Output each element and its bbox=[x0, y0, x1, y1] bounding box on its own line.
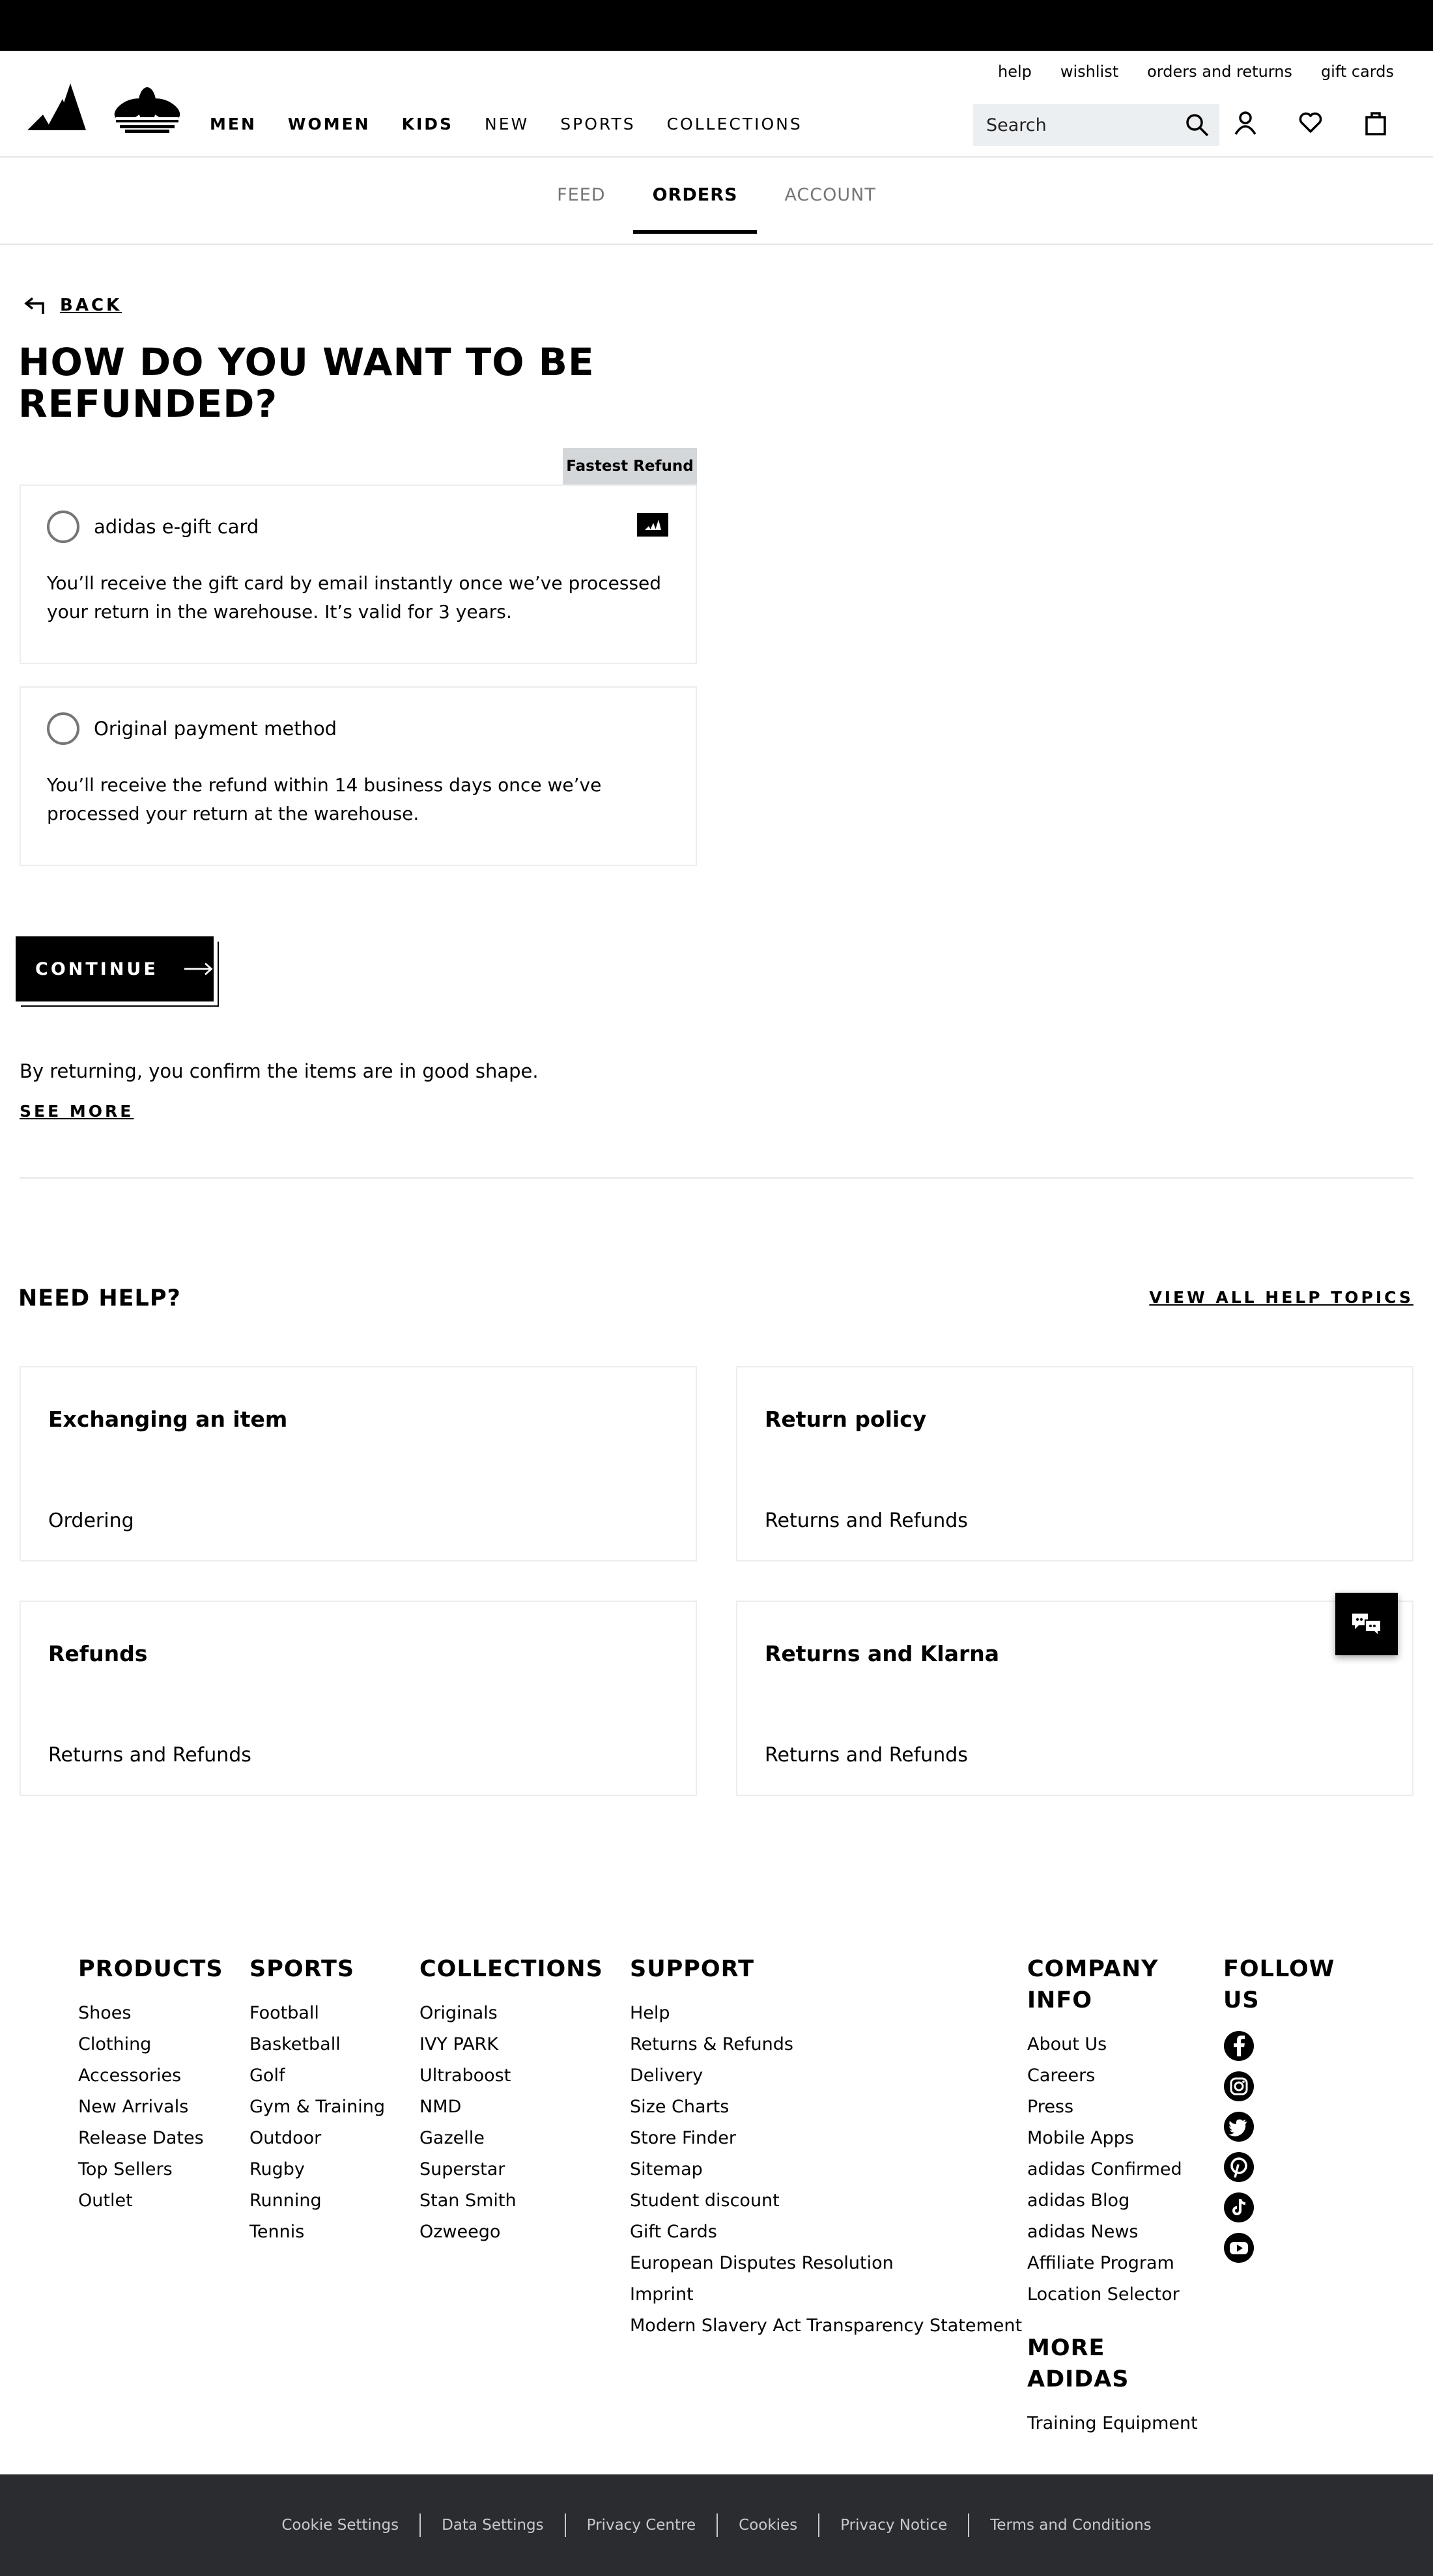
footer-col-collections bbox=[419, 1953, 603, 2248]
adidas-logo[interactable] bbox=[26, 81, 180, 134]
footer-heading: COLLECTIONS bbox=[419, 1956, 603, 1982]
nav-men[interactable]: MEN bbox=[210, 115, 257, 133]
account-tabs bbox=[0, 185, 1433, 234]
footer-link[interactable]: Football bbox=[249, 2003, 319, 2023]
footer-link[interactable]: Gift Cards bbox=[630, 2222, 717, 2242]
help-card-title: Exchanging an item bbox=[48, 1407, 288, 1432]
footer-heading: SPORTS bbox=[249, 1956, 355, 1982]
help-card[interactable] bbox=[736, 1366, 1413, 1561]
footer-heading: PRODUCTS bbox=[78, 1956, 223, 1982]
help-card-title: Refunds bbox=[48, 1641, 148, 1666]
legal-link-privacy-notice[interactable]: Privacy Notice bbox=[840, 2517, 948, 2534]
refund-option-description: You’ll receive the refund within 14 business days once we’ve processed your return at the warehouse. bbox=[47, 774, 602, 824]
footer-link[interactable]: Superstar bbox=[419, 2159, 505, 2179]
footer-link[interactable]: Returns & Refunds bbox=[630, 2034, 793, 2054]
footer-link[interactable]: Delivery bbox=[630, 2065, 703, 2086]
footer-link[interactable]: Running bbox=[249, 2191, 322, 2211]
footer-heading: MORE ADIDAS bbox=[1027, 2335, 1129, 2392]
footer-col-company bbox=[1027, 1953, 1198, 2439]
footer-link[interactable]: Release Dates bbox=[78, 2128, 204, 2148]
section-divider bbox=[20, 1177, 1413, 1179]
utility-link-help[interactable]: help bbox=[997, 63, 1032, 81]
footer-link[interactable]: Originals bbox=[419, 2003, 498, 2023]
help-card-category: Returns and Refunds bbox=[765, 1744, 968, 1767]
page-title: HOW DO YOU WANT TO BE REFUNDED? bbox=[18, 340, 595, 426]
top-banner bbox=[0, 0, 1433, 51]
footer-link[interactable]: Modern Slavery Act Transparency Statement bbox=[630, 2316, 1023, 2336]
footer-link[interactable]: Location Selector bbox=[1027, 2284, 1180, 2304]
footer-heading: COMPANY INFO bbox=[1027, 1956, 1159, 2013]
twitter-icon[interactable] bbox=[1223, 2111, 1255, 2142]
footer-col-support bbox=[630, 1953, 1022, 2342]
footer-link[interactable]: Ozweego bbox=[419, 2222, 501, 2242]
continue-button[interactable] bbox=[16, 936, 214, 1001]
radio-egift[interactable] bbox=[47, 511, 79, 543]
help-card-title: Returns and Klarna bbox=[765, 1641, 1000, 1666]
arrow-right-icon bbox=[183, 961, 214, 977]
tabs-divider bbox=[0, 244, 1433, 245]
nav-collections[interactable]: COLLECTIONS bbox=[666, 115, 802, 133]
bag-icon[interactable] bbox=[1361, 108, 1390, 137]
legal-link-terms[interactable]: Terms and Conditions bbox=[990, 2517, 1152, 2534]
footer-link[interactable]: Press bbox=[1027, 2097, 1074, 2117]
tab-orders[interactable]: ORDERS bbox=[653, 185, 738, 234]
back-link[interactable] bbox=[23, 296, 122, 315]
fastest-refund-badge: Fastest Refund bbox=[563, 448, 697, 484]
footer-link[interactable]: Training Equipment bbox=[1027, 2413, 1198, 2433]
footer-link[interactable]: Imprint bbox=[630, 2284, 694, 2304]
legal-bar bbox=[0, 2474, 1433, 2576]
footer-link[interactable]: Store Finder bbox=[630, 2128, 736, 2148]
help-card[interactable] bbox=[736, 1601, 1413, 1796]
footer-link[interactable]: Outdoor bbox=[249, 2128, 322, 2148]
refund-option-description: You’ll receive the gift card by email instantly once we’ve processed your return in the warehouse. It’s valid for 3 years. bbox=[47, 572, 662, 623]
back-arrow-icon bbox=[23, 296, 48, 315]
refund-option-egift[interactable] bbox=[20, 484, 697, 664]
footer-link[interactable]: Help bbox=[630, 2003, 670, 2023]
footer-link[interactable]: Gazelle bbox=[419, 2128, 485, 2148]
footer-link[interactable]: NMD bbox=[419, 2097, 462, 2117]
footer-link[interactable]: Outlet bbox=[78, 2191, 133, 2211]
tiktok-icon[interactable] bbox=[1223, 2192, 1255, 2223]
search-placeholder: Search bbox=[986, 115, 1047, 135]
legal-link-cookies[interactable]: Cookies bbox=[739, 2517, 798, 2534]
adidas-card-icon bbox=[637, 513, 668, 537]
see-more-link[interactable]: SEE MORE bbox=[20, 1102, 134, 1121]
tab-feed[interactable]: FEED bbox=[557, 185, 606, 205]
footer-link[interactable]: adidas Blog bbox=[1027, 2191, 1130, 2211]
instagram-icon[interactable] bbox=[1223, 2071, 1255, 2102]
nav-new[interactable]: NEW bbox=[485, 115, 530, 133]
tab-account[interactable]: ACCOUNT bbox=[784, 185, 876, 205]
nav-kids[interactable]: KIDS bbox=[401, 115, 454, 133]
main-nav bbox=[210, 115, 802, 133]
footer-link[interactable]: Rugby bbox=[249, 2159, 305, 2179]
footer-link[interactable]: Size Charts bbox=[630, 2097, 730, 2117]
footer-link[interactable]: Stan Smith bbox=[419, 2191, 517, 2211]
heart-icon[interactable] bbox=[1296, 108, 1325, 137]
help-card-category: Returns and Refunds bbox=[48, 1744, 251, 1767]
footer-link[interactable]: IVY PARK bbox=[419, 2034, 498, 2054]
utility-link-wishlist[interactable]: wishlist bbox=[1060, 63, 1119, 81]
footer-link[interactable]: Golf bbox=[249, 2065, 285, 2086]
footer-link[interactable]: New Arrivals bbox=[78, 2097, 189, 2117]
help-card[interactable] bbox=[20, 1366, 697, 1561]
footer-link[interactable]: adidas Confirmed bbox=[1027, 2159, 1182, 2179]
footer-link[interactable]: adidas News bbox=[1027, 2222, 1139, 2242]
footer-link[interactable]: Ultraboost bbox=[419, 2065, 511, 2086]
footer-link[interactable]: Student discount bbox=[630, 2191, 780, 2211]
view-all-help-link[interactable]: VIEW ALL HELP TOPICS bbox=[1149, 1288, 1413, 1307]
footer-heading: SUPPORT bbox=[630, 1956, 754, 1982]
need-help-title: NEED HELP? bbox=[18, 1285, 181, 1311]
footer-link[interactable]: Clothing bbox=[78, 2034, 152, 2054]
nav-sports[interactable]: SPORTS bbox=[560, 115, 636, 133]
chat-icon bbox=[1350, 1611, 1383, 1637]
footer-link[interactable]: Tennis bbox=[249, 2222, 305, 2242]
chat-button[interactable] bbox=[1335, 1593, 1398, 1655]
footer-link[interactable]: Gym & Training bbox=[249, 2097, 385, 2117]
footer-link[interactable]: Shoes bbox=[78, 2003, 132, 2023]
footer-link[interactable]: Mobile Apps bbox=[1027, 2128, 1134, 2148]
footer-link[interactable]: Careers bbox=[1027, 2065, 1096, 2086]
footer-link[interactable]: Accessories bbox=[78, 2065, 182, 2086]
footer-link[interactable]: European Disputes Resolution bbox=[630, 2253, 894, 2273]
back-label: BACK bbox=[60, 296, 122, 315]
help-card-category: Ordering bbox=[48, 1509, 134, 1532]
footer-link[interactable]: Sitemap bbox=[630, 2159, 703, 2179]
header-divider bbox=[0, 156, 1433, 158]
utility-link-gift-cards[interactable]: gift cards bbox=[1320, 63, 1394, 81]
utility-link-orders-returns[interactable]: orders and returns bbox=[1147, 63, 1292, 81]
radio-original-payment[interactable] bbox=[47, 712, 79, 745]
refund-option-label: adidas e-gift card bbox=[94, 516, 259, 538]
help-card[interactable] bbox=[20, 1601, 697, 1796]
footer-link[interactable]: Top Sellers bbox=[78, 2159, 173, 2179]
legal-link-data-settings[interactable]: Data Settings bbox=[442, 2517, 544, 2534]
footer-col-sports bbox=[249, 1953, 385, 2248]
legal-link-privacy-centre[interactable]: Privacy Centre bbox=[586, 2517, 696, 2534]
nav-women[interactable]: WOMEN bbox=[287, 115, 371, 133]
help-card-title: Return policy bbox=[765, 1407, 927, 1432]
footer-link[interactable]: About Us bbox=[1027, 2034, 1107, 2054]
facebook-icon[interactable] bbox=[1223, 2030, 1255, 2062]
refund-option-label: Original payment method bbox=[94, 718, 337, 740]
footer-heading: FOLLOW US bbox=[1223, 1956, 1335, 2013]
header-icons bbox=[1231, 108, 1390, 137]
pinterest-icon[interactable] bbox=[1223, 2151, 1255, 2183]
return-confirmation-text: By returning, you confirm the items are in good shape. bbox=[20, 1060, 539, 1082]
utility-nav bbox=[998, 63, 1394, 81]
refund-option-original-payment[interactable] bbox=[20, 686, 697, 866]
youtube-icon[interactable] bbox=[1223, 2232, 1255, 2263]
footer-col-products bbox=[78, 1953, 223, 2217]
search-input[interactable] bbox=[973, 104, 1219, 146]
footer-col-follow bbox=[1223, 1953, 1341, 2263]
legal-link-cookie-settings[interactable]: Cookie Settings bbox=[281, 2517, 399, 2534]
footer-link[interactable]: Affiliate Program bbox=[1027, 2253, 1174, 2273]
footer-link[interactable]: Basketball bbox=[249, 2034, 341, 2054]
continue-label: CONTINUE bbox=[35, 959, 158, 979]
search-icon[interactable] bbox=[1184, 112, 1210, 138]
help-card-category: Returns and Refunds bbox=[765, 1509, 968, 1532]
user-icon[interactable] bbox=[1231, 108, 1260, 137]
